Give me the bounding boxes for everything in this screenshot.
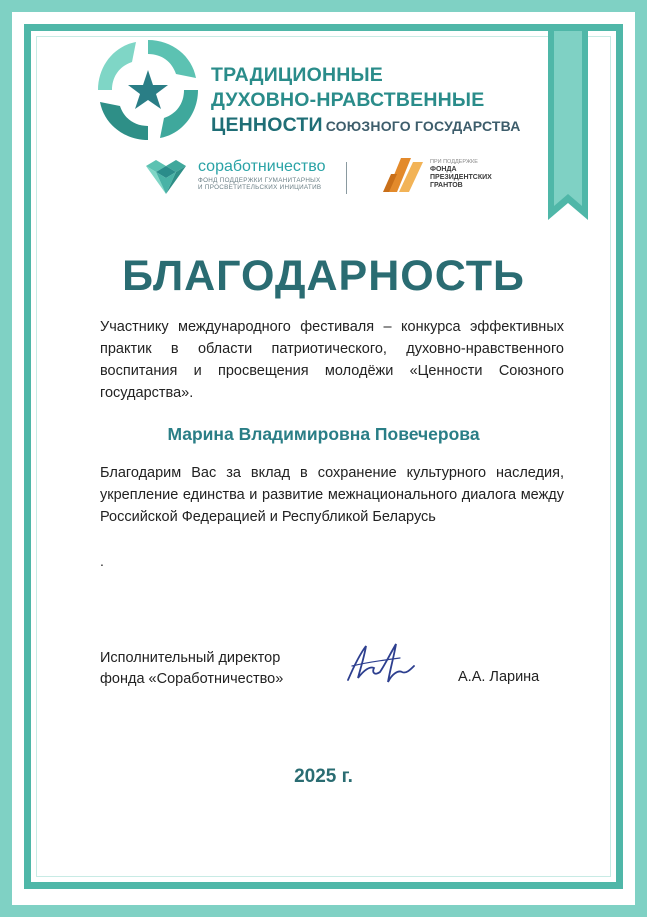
grant-name: ФОНДА ПРЕЗИДЕНТСКИХ ГРАНТОВ <box>430 166 492 189</box>
signer-title <box>100 648 283 690</box>
recipient-name: Марина Владимировна Повечерова <box>167 424 480 444</box>
title-line-3 <box>211 114 521 137</box>
grant-foundation-logo-icon <box>383 158 425 192</box>
signer-title-line-1: Исполнительный директор <box>100 650 281 666</box>
diamond-logo-icon <box>144 160 190 194</box>
signer-name: А.А. Ларина <box>458 669 540 685</box>
sorab-name: соработничество <box>198 158 326 175</box>
intro-paragraph: Участнику международного фестиваля – конкурса эффективных практик в области патриотического, духовно-нравственного воспитания и просвещения молодёжи «Ценности Союзного государства». <box>100 319 564 401</box>
title-line-1: ТРАДИЦИОННЫЕ <box>211 64 384 86</box>
signer-title-line-2: фонда «Соработничество» <box>100 671 284 687</box>
document-heading: БЛАГОДАРНОСТЬ <box>122 252 525 300</box>
grant-top-text: ПРИ ПОДДЕРЖКЕ <box>430 159 478 165</box>
signature-image <box>344 636 416 688</box>
document-year: 2025 г. <box>294 766 353 787</box>
title-line-3-sub: СОЮЗНОГО ГОСУДАРСТВА <box>325 118 521 134</box>
bookmark-ribbon <box>548 31 588 220</box>
title-line-3-main: ЦЕННОСТИ <box>211 114 323 136</box>
trailing-dot: . <box>100 553 104 569</box>
gratitude-paragraph: Благодарим Вас за вклад в сохранение культурного наследия, укрепление единства и развитие межнационального диалога между Российской Федерацией и Республикой Беларусь <box>100 465 564 525</box>
hands-star-icon <box>92 34 204 146</box>
sorab-subtitle: ФОНД ПОДДЕРЖКИ ГУМАНИТАРНЫХ И ПРОСВЕТИТЕЛЬСКИХ ИНИЦИАТИВ <box>198 177 322 191</box>
title-line-2: ДУХОВНО-НРАВСТВЕННЫЕ <box>211 89 485 111</box>
partner-divider <box>346 162 347 194</box>
